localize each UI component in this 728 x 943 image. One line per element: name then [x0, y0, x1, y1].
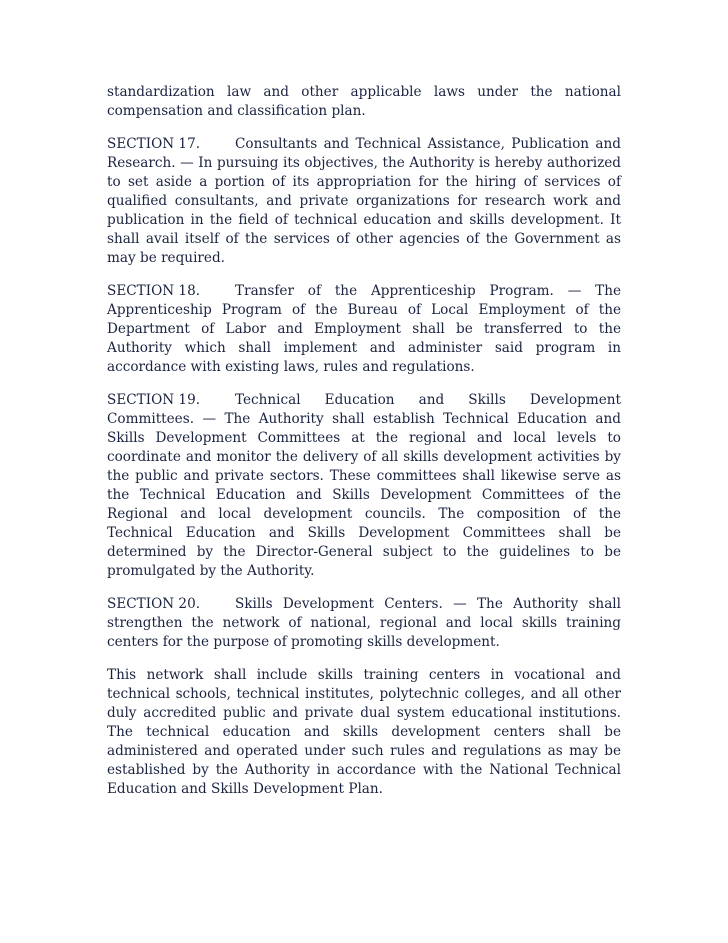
paragraph-continuation: [107, 83, 621, 121]
section-18-paragraph: [107, 282, 621, 377]
paragraph-text: standardization law and other applicable laws under the national compensation and classification plan.: [107, 84, 621, 119]
section-number: SECTION 20.: [107, 596, 201, 612]
document-page: [107, 83, 621, 813]
section-19-paragraph: [107, 391, 621, 581]
section-17-paragraph: [107, 135, 621, 268]
section-20-paragraph: [107, 595, 621, 652]
section-text: Consultants and Technical Assistance, Publication and Research. — In pursuing its objectives, the Authority is hereby authorized to set aside a portion of its appropriation for the hiring of services of qualified consultants, and private organizations for research work and publication in the field of technical education and skills development. It shall avail itself of the services of other agencies of the Government as may be required.: [107, 136, 621, 266]
section-number: SECTION 18.: [107, 283, 201, 299]
section-20-continuation-paragraph: [107, 666, 621, 799]
section-text: Skills Development Centers. — The Authority shall strengthen the network of national, regional and local skills training centers for the purpose of promoting skills development.: [107, 596, 621, 650]
section-text: Transfer of the Apprenticeship Program. — The Apprenticeship Program of the Bureau of Local Employment of the Department of Labor and Employment shall be transferred to the Authority which shall implement and administer said program in accordance with existing laws, rules and regulations.: [107, 283, 621, 375]
section-number: SECTION 19.: [107, 392, 201, 408]
section-number: SECTION 17.: [107, 136, 201, 152]
paragraph-text: This network shall include skills training centers in vocational and technical schools, technical institutes, polytechnic colleges, and all other duly accredited public and private dual system educational institutions. The technical education and skills development centers shall be administered and operated under such rules and regulations as may be established by the Authority in accordance with the National Technical Education and Skills Development Plan.: [107, 667, 621, 797]
section-text: Technical Education and Skills Development Committees. — The Authority shall establish Technical Education and Skills Development Committees at the regional and local levels to coordinate and monitor the delivery of all skills development activities by the public and private sectors. These committees shall likewise serve as the Technical Education and Skills Development Committees of the Regional and local development councils. The composition of the Technical Education and Skills Development Committees shall be determined by the Director-General subject to the guidelines to be promulgated by the Authority.: [107, 392, 621, 579]
